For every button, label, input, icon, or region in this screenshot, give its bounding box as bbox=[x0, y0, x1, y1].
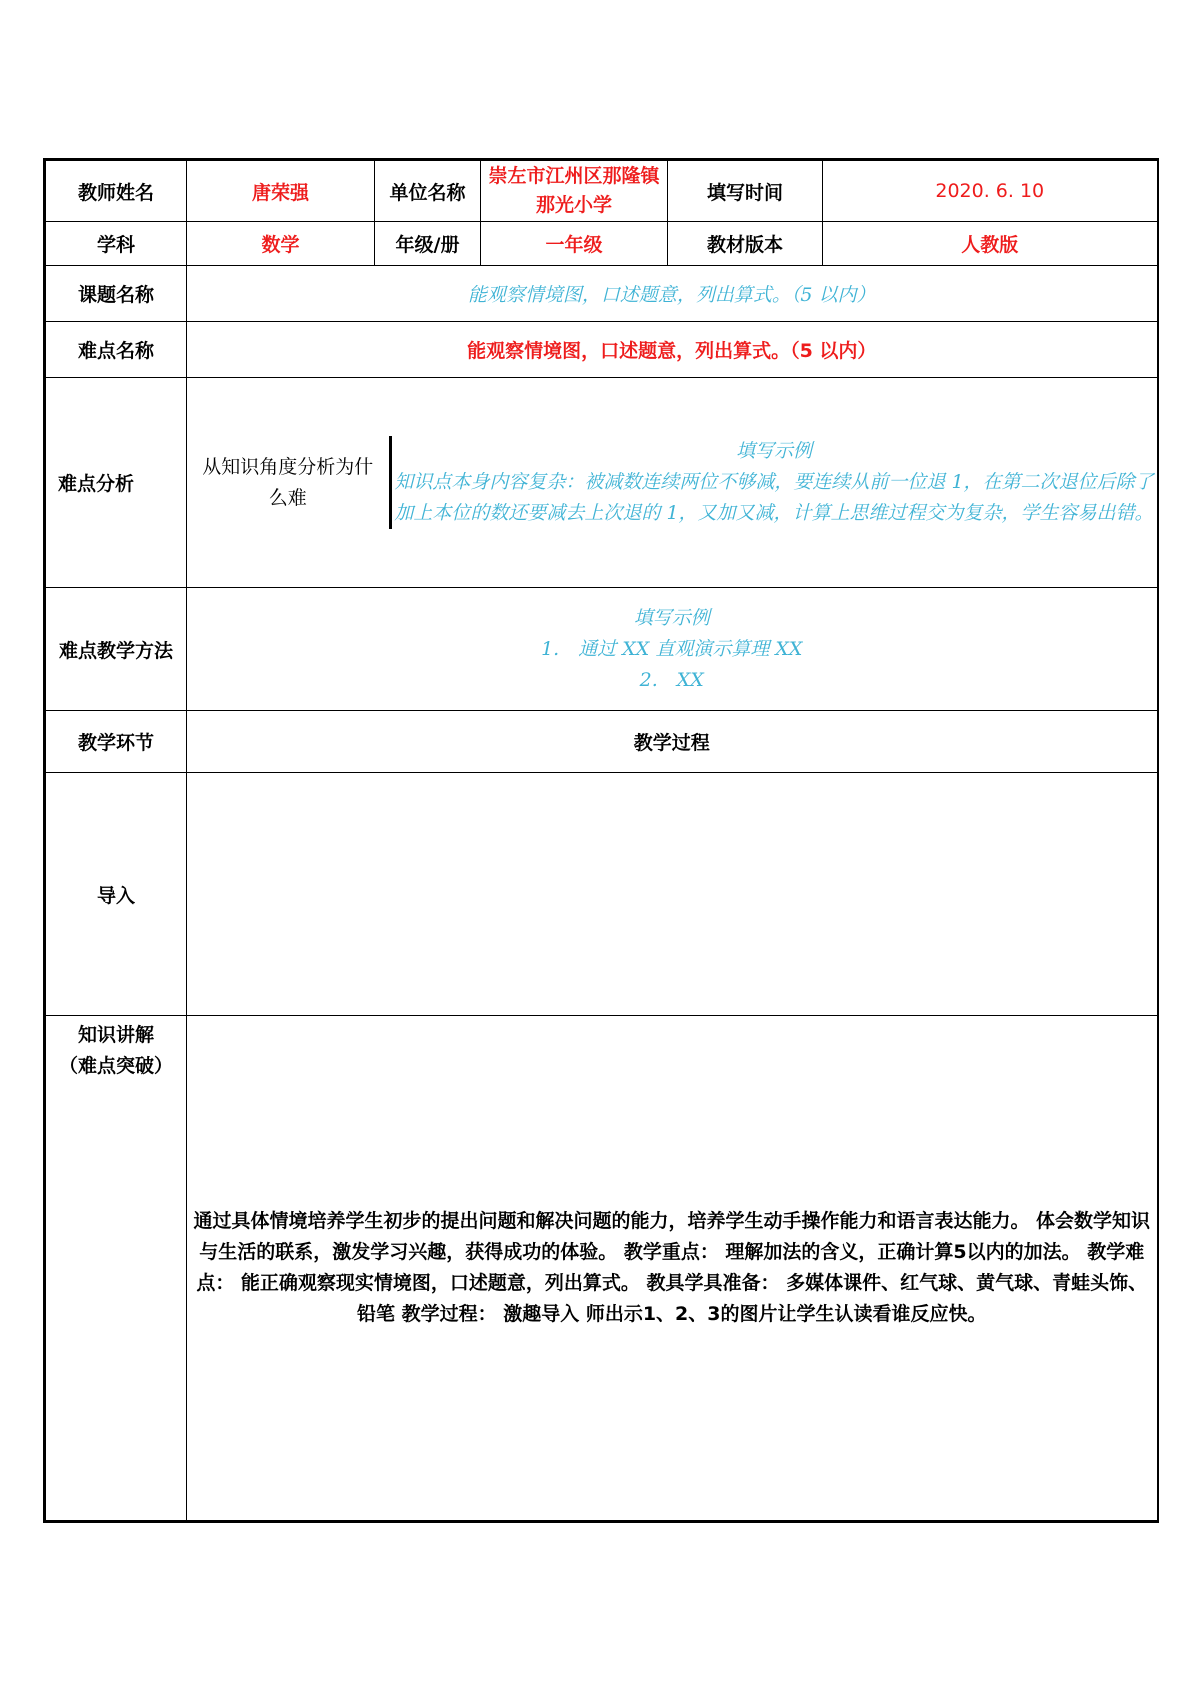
lesson-plan-table bbox=[43, 158, 1159, 1523]
topic-value: 能观察情境图，口述题意，列出算式。（5 以内） bbox=[187, 266, 1158, 322]
explain-label-line1: 知识讲解 bbox=[77, 1024, 154, 1046]
row-subject bbox=[45, 222, 1158, 266]
method-cell bbox=[187, 588, 1158, 711]
grade-label: 年级/册 bbox=[375, 222, 481, 266]
row-analysis bbox=[45, 378, 1158, 588]
intro-content bbox=[187, 773, 1158, 1016]
analysis-example-title: 填写示例 bbox=[735, 440, 812, 462]
analysis-label: 难点分析 bbox=[45, 378, 187, 588]
edition-label: 教材版本 bbox=[668, 222, 823, 266]
analysis-example bbox=[390, 436, 1157, 529]
date-value: 2020. 6. 10 bbox=[823, 160, 1158, 222]
subject-label: 学科 bbox=[45, 222, 187, 266]
subject-value: 数学 bbox=[187, 222, 375, 266]
method-item: 1. 通过 XX 直观演示算理 XX bbox=[541, 637, 803, 660]
process-header-value: 教学过程 bbox=[187, 711, 1158, 773]
teacher-label: 教师姓名 bbox=[45, 160, 187, 222]
explain-label-line2: （难点突破） bbox=[58, 1055, 173, 1077]
explain-label bbox=[45, 1016, 187, 1522]
analysis-inner bbox=[187, 436, 1157, 529]
analysis-cell bbox=[187, 378, 1158, 588]
method-example-title: 填写示例 bbox=[633, 606, 710, 629]
grade-value: 一年级 bbox=[481, 222, 668, 266]
difficulty-label: 难点名称 bbox=[45, 322, 187, 378]
analysis-sub-label: 从知识角度分析为什么难 bbox=[202, 455, 374, 509]
row-teacher bbox=[45, 160, 1158, 222]
row-topic bbox=[45, 266, 1158, 322]
explain-content: 通过具体情境培养学生初步的提出问题和解决问题的能力，培养学生动手操作能力和语言表达能力。 体会数学知识与生活的联系，激发学习兴趣，获得成功的体验。 教学重点： 理解加法的含义，正确计算5以内的加法。 教学难点： 能正确观察现实情境图，口述题意，列出算式。 教具学具准备： 多媒体课件、红气球、黄气球、青蛙头饰、铅笔 教学过程： 激趣导入 师出示1、2、3的图片让学生认读看谁反应快。 bbox=[187, 1016, 1158, 1522]
method-label: 难点教学方法 bbox=[45, 588, 187, 711]
intro-label: 导入 bbox=[45, 773, 187, 1016]
row-process-header bbox=[45, 711, 1158, 773]
unit-value: 崇左市江州区那隆镇那光小学 bbox=[481, 160, 668, 222]
teacher-value: 唐荣强 bbox=[187, 160, 375, 222]
process-header-label: 教学环节 bbox=[45, 711, 187, 773]
row-method bbox=[45, 588, 1158, 711]
edition-value: 人教版 bbox=[823, 222, 1158, 266]
difficulty-value: 能观察情境图，口述题意，列出算式。（5 以内） bbox=[187, 322, 1158, 378]
method-item: 2. XX bbox=[639, 668, 704, 691]
analysis-example-text: 知识点本身内容复杂：被减数连续两位不够减，要连续从前一位退 1，在第二次退位后除了加上本位的数还要减去上次退的 1，又加又减，计算上思维过程交为复杂，学生容易出错。 bbox=[394, 471, 1154, 524]
row-difficulty bbox=[45, 322, 1158, 378]
row-intro bbox=[45, 773, 1158, 1016]
unit-label: 单位名称 bbox=[375, 160, 481, 222]
row-explain bbox=[45, 1016, 1158, 1522]
topic-label: 课题名称 bbox=[45, 266, 187, 322]
date-label: 填写时间 bbox=[668, 160, 823, 222]
